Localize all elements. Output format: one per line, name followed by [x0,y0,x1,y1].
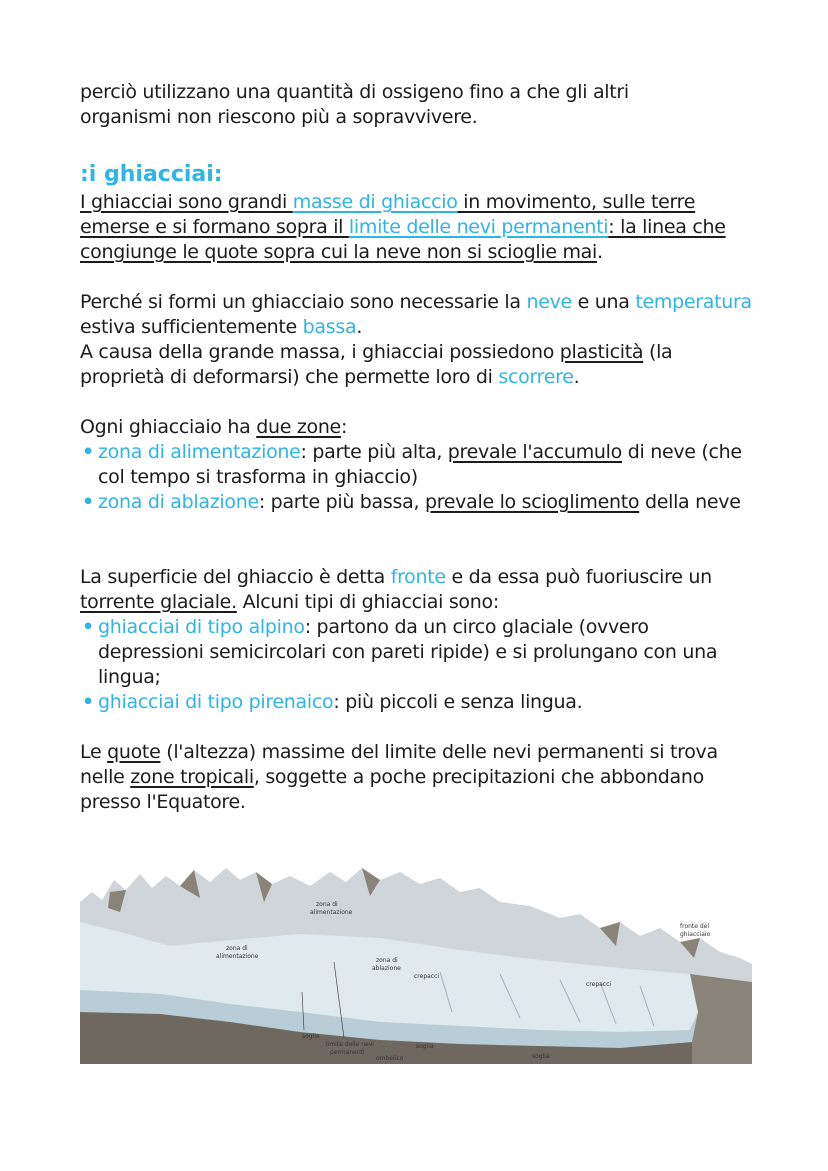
p5-text-c: (l'altezza) massime del limite delle nevi permanenti si trova nelle [80,741,718,788]
paragraph-definition [80,190,760,265]
term-zona-ablazione: zona di ablazione [98,491,259,513]
zones-list [80,440,760,515]
t1-text: : partono da un circo glaciale (ovvero depressioni semicircolari con pareti ripide) e si prolungano con una lingua; [98,616,718,688]
zones-intro [80,415,760,440]
term-bassa: bassa [302,316,357,338]
term-fronte: fronte [390,566,446,588]
label-fronte-2: ghiacciaio [680,931,711,938]
label-ombelico: ombelico [376,1055,404,1062]
list-item [80,615,760,690]
term-quote: quote [107,741,161,763]
p2-text-e: estiva sufficientemente [80,316,303,338]
label-limite-1: limite delle nevi [326,1041,374,1048]
p2-text-g: . [356,316,363,338]
term-due-zone: due zone [256,416,341,438]
intro-line-1: perciò utilizzano una quantità di ossigeno fino a che gli altri [80,81,629,103]
term-plasticita: plasticità [559,341,644,363]
label-zona-alim-left-1: zona di [226,945,248,952]
label-soglia-2: soglia [416,1043,434,1050]
p4-text-e: Alcuni tipi di ghiacciai sono: [236,591,499,613]
zones-intro-a: Ogni ghiacciaio ha [80,416,257,438]
section-title: :i ghiacciai: [80,162,223,187]
term-limite-nevi-permanenti: limite delle nevi permanenti [348,216,609,238]
label-soglia-1: soglia [302,1033,320,1040]
term-temperatura: temperatura [635,291,752,313]
p3-text-e: . [573,366,580,388]
label-crepacci-1: crepacci [414,973,440,980]
term-zona-alimentazione: zona di alimentazione [98,441,301,463]
intro-line-2: organismi non riescono più a sopravvivere. [80,106,478,128]
term-masse-di-ghiaccio: masse di ghiaccio [292,191,458,213]
p2-text-a: Perché si formi un ghiacciaio sono necessarie la [80,291,527,313]
term-torrente-glaciale: torrente glaciale. [80,591,237,613]
z1-text-a: : parte più alta, [300,441,448,463]
intro-paragraph [80,80,760,130]
list-item [80,440,760,490]
p1-text-f: . [596,241,603,263]
term-neve: neve [526,291,572,313]
types-list [80,615,760,715]
p1-text-a: I ghiacciai sono grandi [80,191,293,213]
p2-text-c: e una [571,291,636,313]
paragraph-zones [80,415,760,515]
p5-text-a: Le [80,741,108,763]
bullet-dot: • [82,616,94,638]
p3-text-c: (la proprietà di deformarsi) che permette loro di [80,341,673,388]
term-prevale-scioglimento: prevale lo scioglimento [424,491,640,513]
p1-text-e: : la linea che congiunge le quote sopra cui la neve non si scioglie mai [80,216,726,263]
p1-text-c: in movimento, sulle terre emerse e si formano sopra il [80,191,696,238]
term-tipo-pirenaico: ghiacciai di tipo pirenaico [98,691,334,713]
rock-wall-front [690,974,752,1064]
zones-intro-c: : [340,416,348,438]
paragraph-conditions [80,290,760,340]
label-zona-alim-left-2: alimentazione [216,953,259,960]
p4-text-a: La superficie del ghiaccio è detta [80,566,391,588]
paragraph-quote [80,740,760,815]
t2-text: : più piccoli e senza lingua. [333,691,583,713]
p3-text-a: A causa della grande massa, i ghiacciai possiedono [80,341,560,363]
label-fronte-1: fronte del [680,923,710,930]
label-zona-alim-top-2: alimentazione [310,909,353,916]
glacier-diagram [80,862,752,1064]
term-scorrere: scorrere [498,366,574,388]
label-zona-alim-top-1: zona di [316,901,338,908]
list-item [80,690,760,715]
list-item [80,490,760,515]
p5-text-e: , soggette a poche precipitazioni che abbondano presso l'Equatore. [80,766,704,813]
term-zone-tropicali: zone tropicali [130,766,254,788]
paragraph-fronte [80,565,760,715]
fronte-intro [80,565,760,615]
term-tipo-alpino: ghiacciai di tipo alpino [98,616,305,638]
label-zona-abl-1: zona di [376,957,398,964]
paragraph-plasticity [80,340,760,390]
z2-text-c: della neve [639,491,741,513]
z1-text-c: di neve (che col tempo si trasforma in ghiaccio) [98,441,742,488]
label-crepacci-2: crepacci [586,981,612,988]
p4-text-c: e da essa può fuoriuscire un [445,566,712,588]
z2-text-a: : parte più bassa, [258,491,425,513]
bullet-dot: • [82,441,94,463]
label-zona-abl-2: ablazione [372,965,401,972]
term-prevale-accumulo: prevale l'accumulo [447,441,622,463]
bullet-dot: • [82,491,94,513]
label-limite-2: permanenti [330,1049,365,1056]
label-soglia-3: soglia [532,1053,550,1060]
bullet-dot: • [82,691,94,713]
